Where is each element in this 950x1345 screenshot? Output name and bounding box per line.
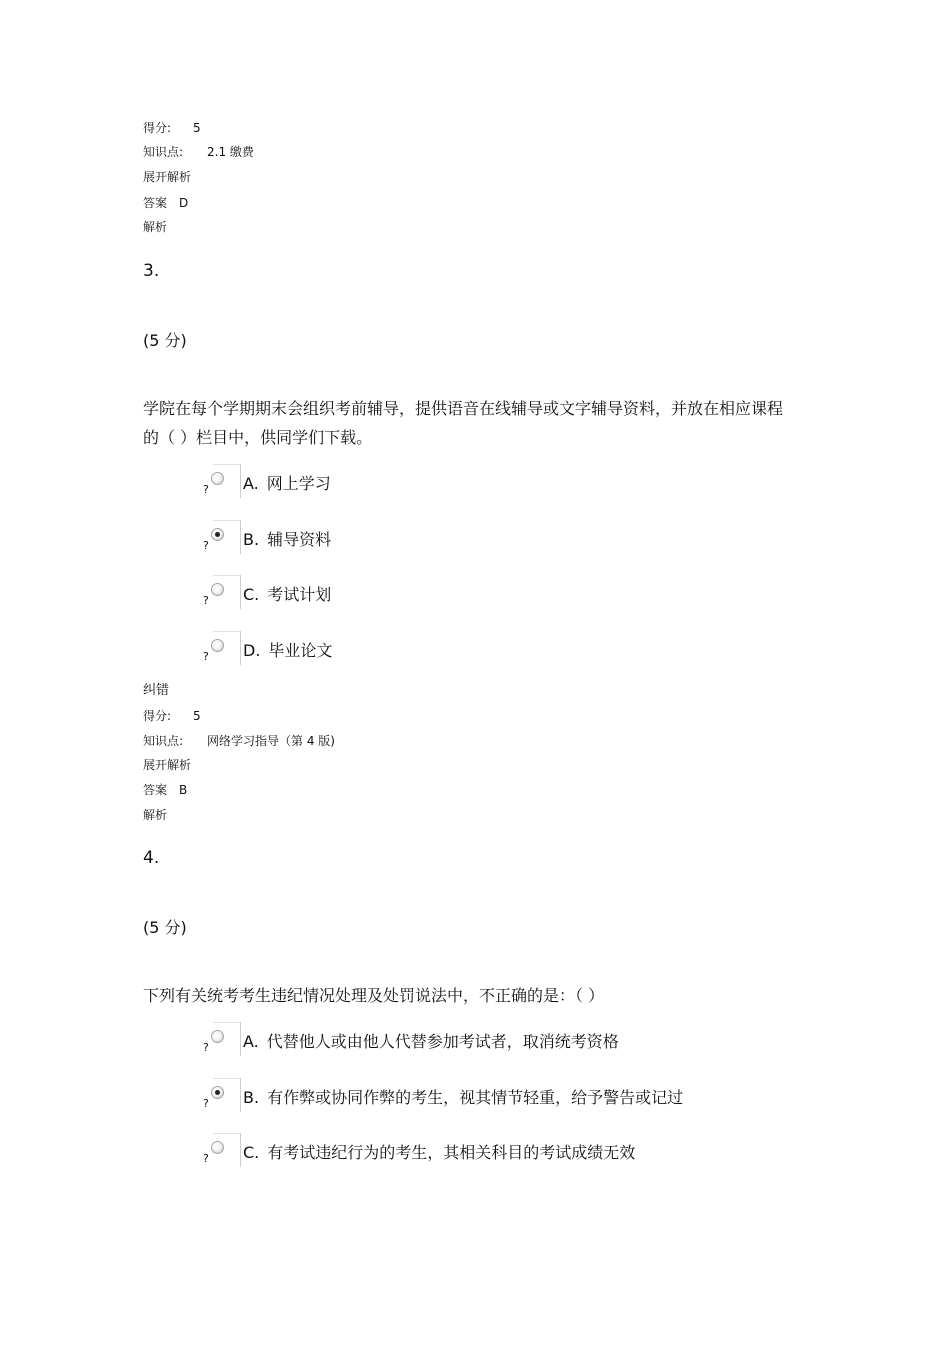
option-letter: B. xyxy=(243,1088,260,1107)
option-a[interactable] xyxy=(203,1022,763,1058)
option-label xyxy=(243,585,331,605)
option-text: 有作弊或协同作弊的考生，视其情节轻重，给予警告或记过 xyxy=(267,1088,684,1107)
analysis-label: 解析 xyxy=(143,220,168,234)
option-label xyxy=(243,641,332,661)
expand-analysis-link[interactable]: 展开解析 xyxy=(143,758,192,772)
knowledge-label: 知识点: xyxy=(143,734,184,748)
radio-button[interactable] xyxy=(211,472,224,485)
option-letter: B. xyxy=(243,530,260,549)
option-c[interactable] xyxy=(203,575,763,611)
radio-button[interactable] xyxy=(211,639,224,652)
option-letter: A. xyxy=(243,1032,259,1051)
option-frame xyxy=(240,1022,241,1056)
option-frame xyxy=(240,1078,241,1112)
option-letter: C. xyxy=(243,585,260,604)
option-frame xyxy=(240,631,241,665)
radio-placeholder-glyph: ? xyxy=(203,650,209,663)
option-frame xyxy=(240,1133,241,1167)
option-label xyxy=(243,474,331,494)
expand-analysis-link[interactable]: 展开解析 xyxy=(143,170,192,184)
option-frame xyxy=(213,1078,241,1079)
option-frame xyxy=(213,575,241,576)
option-text: 代替他人或由他人代替参加考试者，取消统考资格 xyxy=(266,1032,619,1051)
radio-button-selected[interactable] xyxy=(211,1086,224,1099)
option-label xyxy=(243,1143,635,1163)
question-number: 4. xyxy=(143,848,160,868)
knowledge-label: 知识点: xyxy=(143,145,184,159)
option-frame xyxy=(213,464,241,465)
radio-placeholder-glyph: ? xyxy=(203,1152,209,1165)
score-label: 得分: xyxy=(143,709,172,723)
question-text: 学院在每个学期期末会组织考前辅导，提供语音在线辅导或文字辅导资料，并放在相应课程的（ ）栏目中，供同学们下载。 xyxy=(143,399,784,447)
option-frame xyxy=(240,464,241,498)
option-label xyxy=(243,1088,683,1108)
knowledge-value: 2.1 缴费 xyxy=(207,145,254,159)
option-d[interactable] xyxy=(203,631,763,667)
option-frame xyxy=(213,1022,241,1023)
option-letter: A. xyxy=(243,474,259,493)
radio-placeholder-glyph: ? xyxy=(203,539,209,552)
answer-label: 答案 xyxy=(143,196,168,210)
question-text: 下列有关统考考生违纪情况处理及处罚说法中，不正确的是：（ ） xyxy=(143,986,605,1005)
radio-button[interactable] xyxy=(211,1030,224,1043)
report-error-link[interactable]: 纠错 xyxy=(143,683,170,698)
option-text: 毕业论文 xyxy=(268,641,333,660)
option-frame xyxy=(213,631,241,632)
option-b[interactable] xyxy=(203,520,763,556)
option-letter: C. xyxy=(243,1143,260,1162)
option-frame xyxy=(240,575,241,609)
knowledge-value: 网络学习指导（第 4 版) xyxy=(207,734,335,748)
question-points: (5 分) xyxy=(143,331,187,350)
radio-button[interactable] xyxy=(211,583,224,596)
option-letter: D. xyxy=(243,641,261,660)
question-number: 3. xyxy=(143,261,160,281)
option-text: 网上学习 xyxy=(266,474,331,493)
answer-value: D xyxy=(179,196,189,210)
radio-placeholder-glyph: ? xyxy=(203,483,209,496)
option-text: 辅导资料 xyxy=(267,530,332,549)
option-frame xyxy=(213,520,241,521)
option-frame xyxy=(240,520,241,554)
score-value: 5 xyxy=(193,121,201,135)
answer-label: 答案 xyxy=(143,783,168,797)
radio-button[interactable] xyxy=(211,1141,224,1154)
question-points: (5 分) xyxy=(143,918,187,937)
option-text: 有考试违纪行为的考生，其相关科目的考试成绩无效 xyxy=(267,1143,636,1162)
option-label xyxy=(243,530,331,550)
option-a[interactable] xyxy=(203,464,763,500)
option-label xyxy=(243,1032,619,1052)
radio-button-selected[interactable] xyxy=(211,528,224,541)
radio-placeholder-glyph: ? xyxy=(203,1041,209,1054)
analysis-label: 解析 xyxy=(143,808,168,822)
radio-placeholder-glyph: ? xyxy=(203,1097,209,1110)
option-c[interactable] xyxy=(203,1133,763,1169)
option-frame xyxy=(213,1133,241,1134)
answer-value: B xyxy=(179,783,188,797)
radio-placeholder-glyph: ? xyxy=(203,594,209,607)
option-b[interactable] xyxy=(203,1078,763,1114)
option-text: 考试计划 xyxy=(267,585,332,604)
score-label: 得分: xyxy=(143,121,172,135)
score-value: 5 xyxy=(193,709,201,723)
